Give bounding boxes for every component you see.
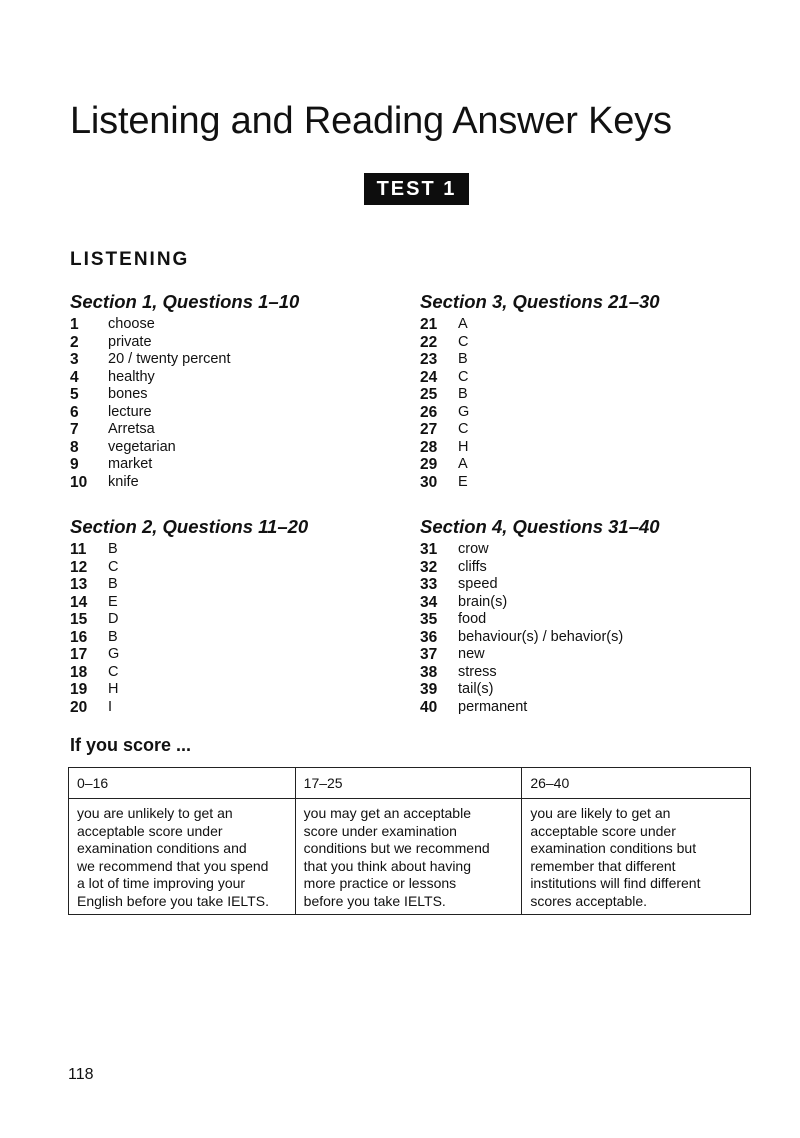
advice-line: English before you take IELTS. xyxy=(77,892,269,909)
question-number: 16 xyxy=(70,628,88,646)
score-range-row xyxy=(69,768,751,799)
advice-line: you are unlikely to get an xyxy=(77,805,233,821)
question-number: 13 xyxy=(70,576,88,593)
answer-row xyxy=(70,664,400,682)
question-number: 28 xyxy=(420,438,438,456)
section-3-answer-list xyxy=(420,316,750,491)
answer-text: cliffs xyxy=(458,558,487,575)
answer-text: H xyxy=(458,438,469,455)
answer-text: choose xyxy=(108,316,155,332)
answer-text: crow xyxy=(458,541,489,557)
question-number: 20 xyxy=(70,698,88,716)
advice-line: a lot of time improving your xyxy=(77,875,246,891)
question-number: 39 xyxy=(420,681,438,698)
page-number: 118 xyxy=(68,1066,94,1083)
page-title: Listening and Reading Answer Keys xyxy=(70,100,672,142)
question-number: 26 xyxy=(420,403,438,421)
question-number: 30 xyxy=(420,473,438,491)
score-heading: If you score ... xyxy=(70,735,192,755)
question-number: 5 xyxy=(70,386,79,403)
answer-row xyxy=(420,664,750,682)
section-2-title: Section 2, Questions 11–20 xyxy=(70,516,309,537)
question-number: 35 xyxy=(420,611,438,628)
section-2-block xyxy=(70,513,400,716)
answer-text: vegetarian xyxy=(108,438,176,455)
answer-row xyxy=(70,404,400,422)
answer-text: E xyxy=(458,473,468,490)
advice-line: conditions but we recommend xyxy=(303,840,490,856)
question-number: 9 xyxy=(70,456,79,473)
answer-row xyxy=(70,646,400,664)
advice-line: remember that different xyxy=(530,857,676,874)
question-number: 4 xyxy=(70,368,79,386)
answer-text: private xyxy=(108,333,152,350)
section-1-answer-list xyxy=(70,316,400,491)
answer-text: market xyxy=(108,456,153,472)
question-number: 31 xyxy=(420,541,438,558)
answer-row xyxy=(70,681,400,699)
answer-text: B xyxy=(458,386,468,402)
answer-text: stress xyxy=(458,663,497,680)
answer-row xyxy=(420,699,750,717)
question-number: 27 xyxy=(420,421,438,438)
answer-text: bones xyxy=(108,386,148,402)
question-number: 12 xyxy=(70,558,88,576)
section-3-block xyxy=(420,288,750,491)
question-number: 23 xyxy=(420,351,438,368)
answer-row xyxy=(420,316,750,334)
question-number: 33 xyxy=(420,576,438,593)
advice-line: examination conditions but xyxy=(530,840,697,856)
advice-line: score under examination xyxy=(303,822,457,839)
answer-row xyxy=(70,386,400,404)
question-number: 1 xyxy=(70,316,79,333)
question-number: 25 xyxy=(420,386,438,403)
answer-text: C xyxy=(108,558,119,575)
answer-text: H xyxy=(108,681,119,697)
question-number: 38 xyxy=(420,663,438,681)
score-advice-row xyxy=(69,799,751,915)
question-number: 6 xyxy=(70,403,79,421)
question-number: 18 xyxy=(70,663,88,681)
question-number: 11 xyxy=(70,541,87,558)
answer-text: B xyxy=(108,576,118,592)
question-number: 36 xyxy=(420,628,438,646)
answer-text: speed xyxy=(458,576,498,592)
answer-row xyxy=(420,404,750,422)
section-3-title: Section 3, Questions 21–30 xyxy=(420,291,660,312)
answer-text: tail(s) xyxy=(458,681,494,697)
question-number: 22 xyxy=(420,333,438,351)
answer-text: B xyxy=(108,628,118,645)
answer-row xyxy=(70,699,400,717)
answer-row xyxy=(70,351,400,369)
answer-row xyxy=(420,541,750,559)
answer-row xyxy=(70,611,400,629)
answer-row xyxy=(420,334,750,352)
answer-text: knife xyxy=(108,473,139,490)
section-2-answer-list xyxy=(70,541,400,716)
answer-row xyxy=(70,421,400,439)
question-number: 14 xyxy=(70,593,88,611)
answer-text: behaviour(s) / behavior(s) xyxy=(458,628,624,645)
answer-row xyxy=(70,576,400,594)
answer-text: new xyxy=(458,646,485,662)
advice-line: institutions will find different xyxy=(530,875,701,891)
answer-text: 20 / twenty percent xyxy=(108,351,231,367)
answer-row xyxy=(420,421,750,439)
answer-text: C xyxy=(458,368,469,385)
answer-row xyxy=(70,334,400,352)
answer-text: C xyxy=(108,663,119,680)
answer-row xyxy=(70,456,400,474)
answer-row xyxy=(420,559,750,577)
section-1-title: Section 1, Questions 1–10 xyxy=(70,291,300,312)
answer-text: D xyxy=(108,611,119,627)
answer-row xyxy=(70,629,400,647)
test-badge: TEST 1 xyxy=(364,173,469,205)
answer-text: G xyxy=(108,646,120,662)
question-number: 8 xyxy=(70,438,79,456)
answer-row xyxy=(70,369,400,387)
answer-text: A xyxy=(458,316,468,332)
answer-row xyxy=(420,369,750,387)
answer-text: B xyxy=(108,541,118,557)
advice-line: you may get an acceptable xyxy=(303,805,471,821)
answer-text: brain(s) xyxy=(458,593,508,610)
question-number: 17 xyxy=(70,646,88,663)
score-table xyxy=(68,767,751,915)
answer-row xyxy=(420,576,750,594)
answer-row xyxy=(70,474,400,492)
question-number: 40 xyxy=(420,698,438,716)
advice-line: more practice or lessons xyxy=(303,875,457,891)
advice-line: scores acceptable. xyxy=(530,892,648,909)
question-number: 10 xyxy=(70,473,88,491)
question-number: 19 xyxy=(70,681,88,698)
answer-row xyxy=(420,629,750,647)
question-number: 37 xyxy=(420,646,438,663)
score-advice-cell xyxy=(69,799,296,915)
answer-text: lecture xyxy=(108,403,152,420)
section-4-answer-list xyxy=(420,541,750,716)
answer-text: Arretsa xyxy=(108,421,155,437)
answer-row xyxy=(70,439,400,457)
question-number: 3 xyxy=(70,351,79,368)
advice-line: before you take IELTS. xyxy=(303,892,446,909)
section-1-block xyxy=(70,288,400,491)
question-number: 32 xyxy=(420,558,438,576)
answer-row xyxy=(420,681,750,699)
section-4-title: Section 4, Questions 31–40 xyxy=(420,516,660,537)
listening-heading: LISTENING xyxy=(70,249,190,270)
answer-text: A xyxy=(458,456,468,472)
question-number: 24 xyxy=(420,368,438,386)
question-number: 2 xyxy=(70,333,79,351)
answer-row xyxy=(420,386,750,404)
answer-row xyxy=(420,646,750,664)
answer-row xyxy=(420,456,750,474)
score-range-cell: 0–16 xyxy=(69,768,296,799)
answer-row xyxy=(420,439,750,457)
answer-text: food xyxy=(458,611,487,627)
advice-line: that you think about having xyxy=(303,857,471,874)
advice-line: you are likely to get an xyxy=(530,805,671,821)
score-range-cell: 17–25 xyxy=(295,768,522,799)
answer-row xyxy=(70,316,400,334)
answer-text: C xyxy=(458,333,469,350)
answer-row xyxy=(420,611,750,629)
answer-text: G xyxy=(458,403,470,420)
question-number: 7 xyxy=(70,421,79,438)
answer-row xyxy=(420,351,750,369)
question-number: 21 xyxy=(420,316,438,333)
answer-text: B xyxy=(458,351,468,367)
advice-line: acceptable score under xyxy=(77,822,223,839)
question-number: 34 xyxy=(420,593,438,611)
answer-row xyxy=(420,474,750,492)
advice-line: acceptable score under xyxy=(530,822,676,839)
answer-row xyxy=(70,594,400,612)
section-4-block xyxy=(420,513,750,716)
question-number: 29 xyxy=(420,456,438,473)
score-advice-cell xyxy=(522,799,751,915)
answer-text: I xyxy=(108,698,113,715)
question-number: 15 xyxy=(70,611,88,628)
answer-row xyxy=(70,541,400,559)
score-advice-cell xyxy=(295,799,522,915)
answer-text: healthy xyxy=(108,368,155,385)
answer-row xyxy=(70,559,400,577)
score-range-cell: 26–40 xyxy=(522,768,751,799)
advice-line: we recommend that you spend xyxy=(77,857,269,874)
answer-text: C xyxy=(458,421,469,437)
answer-row xyxy=(420,594,750,612)
answer-text: permanent xyxy=(458,698,528,715)
answer-text: E xyxy=(108,593,118,610)
advice-line: examination conditions and xyxy=(77,840,247,856)
